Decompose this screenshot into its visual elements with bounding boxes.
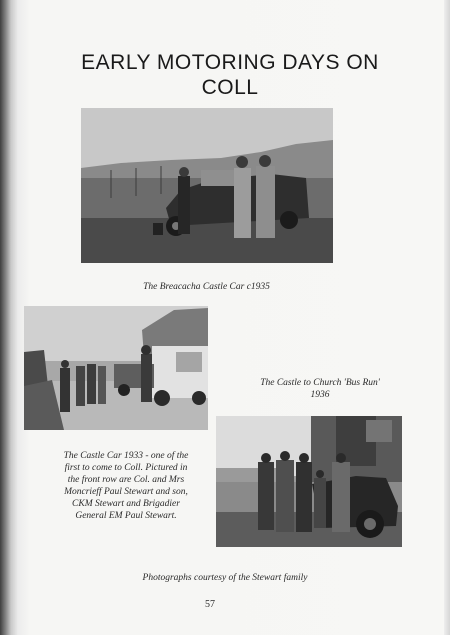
photo-breacacha-image [81,108,333,263]
page-title-line-1: EARLY MOTORING DAYS ON [81,51,379,74]
caption-castle-to-church-bus-run [240,377,400,401]
caption-castle-car-1933 [42,450,210,522]
caption-1933-line-4: Moncrieff Paul Stewart and son, [64,487,188,497]
page-title [40,50,420,100]
caption-bus-run-line-1: The Castle to Church 'Bus Run' [260,378,380,388]
photo-credit: Photographs courtesy of the Stewart family [142,573,308,583]
page-number: 57 [205,599,215,610]
caption-1933-line-5: CKM Stewart and Brigadier [72,499,180,509]
photo-castle-to-church-bus-run [24,306,208,430]
caption-1933-line-6: General EM Paul Stewart. [75,511,177,521]
photo-breacacha-castle-car [81,108,333,263]
caption-breacacha-castle-car: The Breacacha Castle Car c1935 [143,282,270,292]
caption-1933-line-1: The Castle Car 1933 - one of the [63,451,189,461]
page-title-line-2: COLL [201,76,259,99]
photo-castle-car-1933 [216,416,402,547]
caption-1933-line-3: the front row are Col. and Mrs [67,475,185,485]
caption-1933-line-2: first to come to Coll. Pictured in [64,463,188,473]
caption-bus-run-line-2: 1936 [310,390,330,400]
photo-bus-run-image [24,306,208,430]
page-edge [444,0,450,635]
photo-castle-car-1933-image [216,416,402,547]
